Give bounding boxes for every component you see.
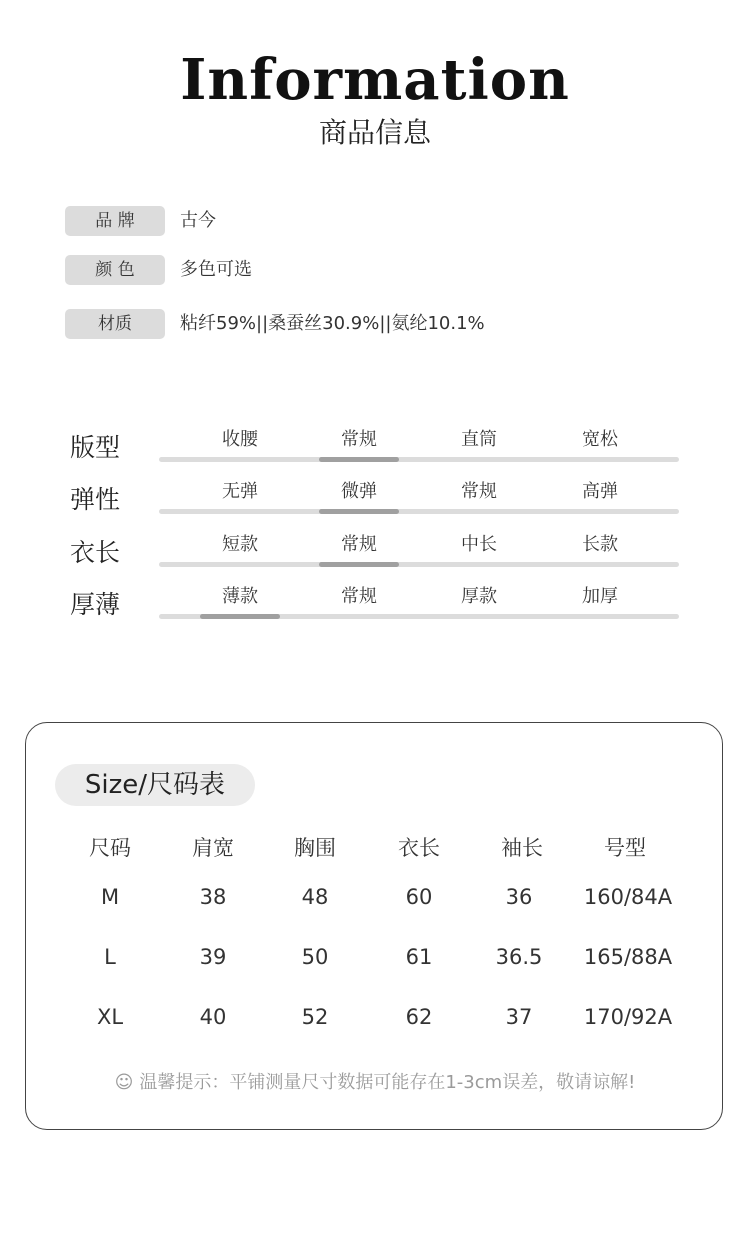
attr-label: 弹性 xyxy=(70,485,121,514)
tip-text: 温馨提示：平铺测量尺寸数据可能存在1-3cm误差，敬请谅解! xyxy=(139,1072,636,1093)
size-cell: 52 xyxy=(301,1005,329,1029)
size-cell: 62 xyxy=(405,1005,433,1029)
attr-label: 厚薄 xyxy=(70,590,121,619)
size-cell: 61 xyxy=(405,945,433,969)
attr-row-length xyxy=(0,533,750,583)
size-cell: 40 xyxy=(199,1005,227,1029)
size-cell: XL xyxy=(96,1005,124,1029)
info-label: 品 牌 xyxy=(65,206,165,236)
attr-option: 高弹 xyxy=(582,481,618,502)
info-label: 颜 色 xyxy=(65,255,165,285)
size-cell: 36.5 xyxy=(495,945,543,969)
attr-option: 直筒 xyxy=(461,429,497,450)
size-cell: M xyxy=(100,885,120,909)
attr-row-elasticity xyxy=(0,480,750,530)
size-table-card xyxy=(25,722,723,1130)
info-value: 古今 xyxy=(180,210,216,231)
attr-option: 常规 xyxy=(461,481,497,502)
size-cell: 38 xyxy=(199,885,227,909)
attr-track xyxy=(159,562,679,567)
attr-option: 常规 xyxy=(341,534,377,555)
page-subtitle: 商品信息 xyxy=(318,116,431,149)
attr-track xyxy=(159,457,679,462)
size-header: 胸围 xyxy=(294,836,336,860)
attr-option: 常规 xyxy=(341,586,377,607)
size-cell: 48 xyxy=(301,885,329,909)
size-table-title: Size/尺码表 xyxy=(55,764,255,806)
attr-option: 薄款 xyxy=(222,586,258,607)
attr-option: 长款 xyxy=(582,534,618,555)
size-cell: 160/84A xyxy=(583,885,673,909)
size-cell: 36 xyxy=(505,885,533,909)
info-value: 粘纤59%||桑蚕丝30.9%||氨纶10.1% xyxy=(180,313,485,334)
attr-label: 版型 xyxy=(70,433,121,462)
attr-option: 收腰 xyxy=(222,429,258,450)
measurement-tip xyxy=(26,1068,724,1098)
size-header: 尺码 xyxy=(89,836,131,860)
attr-option: 常规 xyxy=(341,429,377,450)
size-cell: L xyxy=(104,945,116,969)
attr-selected-marker xyxy=(319,562,399,567)
attr-row-fit xyxy=(0,428,750,478)
attr-selected-marker xyxy=(200,614,280,619)
size-cell: 37 xyxy=(505,1005,533,1029)
attr-option: 厚款 xyxy=(461,586,497,607)
attr-option: 微弹 xyxy=(341,481,377,502)
size-cell: 60 xyxy=(405,885,433,909)
attr-option: 短款 xyxy=(222,534,258,555)
size-cell: 50 xyxy=(301,945,329,969)
attr-option: 宽松 xyxy=(582,429,618,450)
attr-option: 无弹 xyxy=(222,481,258,502)
size-header: 衣长 xyxy=(398,836,440,860)
size-header: 号型 xyxy=(604,836,646,860)
attr-option: 中长 xyxy=(461,534,497,555)
info-value: 多色可选 xyxy=(180,259,252,280)
attr-row-thickness xyxy=(0,585,750,635)
size-header: 肩宽 xyxy=(192,836,234,860)
size-cell: 165/88A xyxy=(583,945,673,969)
page-title: Information xyxy=(180,47,570,113)
size-cell: 39 xyxy=(199,945,227,969)
attr-selected-marker xyxy=(319,509,399,514)
size-header: 袖长 xyxy=(501,836,543,860)
attr-option: 加厚 xyxy=(582,586,618,607)
info-label: 材质 xyxy=(65,309,165,339)
size-cell: 170/92A xyxy=(583,1005,673,1029)
attr-selected-marker xyxy=(319,457,399,462)
smile-icon: ☺ xyxy=(114,1072,134,1093)
attr-label: 衣长 xyxy=(70,538,121,567)
attr-track xyxy=(159,509,679,514)
